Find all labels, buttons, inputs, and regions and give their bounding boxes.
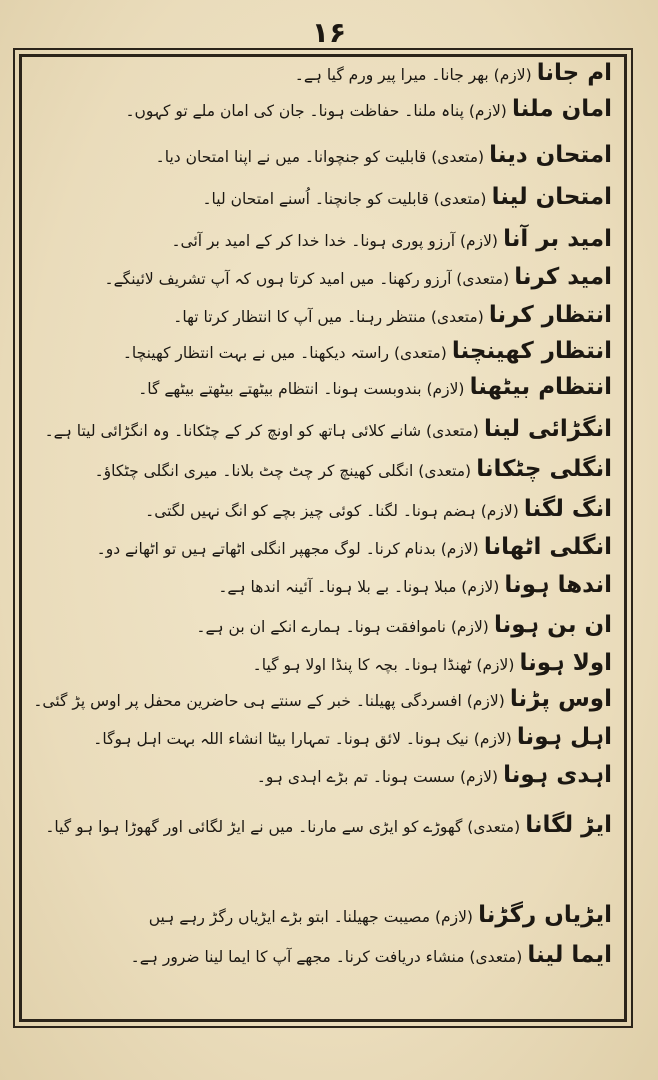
dictionary-entry — [30, 726, 612, 749]
entry-gloss: (لازم) مصیبت جھیلنا۔ ابتو بڑے ایڑیاں رگڑ رہے ہیں — [148, 908, 473, 926]
entry-gloss: (متعدی) راستہ دیکھنا۔ میں نے بہت انتظار کھینچا۔ — [122, 344, 447, 362]
entry-gloss: (متعدی) منتظر رہنا۔ میں آپ کا انتظار کرتا تھا۔ — [173, 308, 484, 326]
dictionary-entry — [30, 418, 612, 441]
entry-headword: ان بن ہونا — [493, 612, 612, 638]
entry-gloss: (لازم) ٹھنڈا ہونا۔ بچہ کا پنڈا اولا ہو گیا۔ — [252, 656, 515, 674]
dictionary-entry — [30, 764, 612, 787]
dictionary-entry — [30, 802, 612, 850]
dictionary-entry — [30, 652, 612, 675]
entry-headword: امید بر آنا — [503, 226, 612, 252]
dictionary-entry — [30, 614, 612, 637]
entry-gloss: (متعدی) قابلیت کو جانچنا۔ اُسنے امتحان لیا۔ — [202, 190, 487, 208]
entry-headword: امتحان دینا — [489, 142, 612, 168]
entry-gloss: (لازم) نیک ہونا۔ لائق ہونا۔ تمہارا بیٹا انشاء اللہ بہت اہل ہوگا۔ — [93, 730, 512, 748]
entry-headword: اہل ہونا — [516, 724, 612, 750]
dictionary-entry — [30, 536, 612, 559]
dictionary-entry — [30, 304, 612, 327]
entry-headword: ایما لینا — [527, 942, 612, 968]
entry-gloss: (لازم) بھر جانا۔ میرا پیر ورم گیا ہے۔ — [294, 66, 532, 84]
entry-gloss: (متعدی) آرزو رکھنا۔ میں امید کرتا ہوں کہ آپ تشریف لائینگے۔ — [104, 270, 510, 288]
dictionary-entry — [30, 186, 612, 209]
entry-gloss: (متعدی) انگلی کھینچ کر چٹ چٹ بلانا۔ میری انگلی چٹکاؤ۔ — [94, 462, 472, 480]
dictionary-entry — [30, 688, 612, 711]
entry-headword: انتظام بیٹھنا — [469, 374, 612, 400]
entry-headword: اندھا ہونا — [504, 572, 612, 598]
entry-headword: ام جانا — [536, 60, 612, 86]
entry-gloss: (لازم) سست ہونا۔ تم بڑے اہدی ہو۔ — [256, 768, 498, 786]
dictionary-entry — [30, 498, 612, 521]
entry-headword: انگلی چٹکانا — [476, 456, 612, 482]
page-number: ۱۶ — [311, 16, 347, 49]
entry-headword: انگ لگنا — [523, 496, 612, 522]
entry-gloss: (متعدی) شانے کلائی ہاتھ کو اونچ کر کے چٹکانا۔ وہ انگڑائی لیتا ہے۔ — [44, 422, 479, 440]
dictionary-entry — [30, 892, 612, 940]
entry-gloss: (متعدی) منشاء دریافت کرنا۔ مجھے آپ کا ایما لینا ضرور ہے۔ — [130, 948, 523, 966]
entry-gloss: (لازم) ناموافقت ہونا۔ ہمارے انکے ان بن ہے۔ — [196, 618, 489, 636]
entry-headword: اوس پڑنا — [509, 686, 612, 712]
entry-headword: انتظار کرنا — [488, 302, 612, 328]
entry-gloss: (لازم) مبلا ہونا۔ بے بلا ہونا۔ آئینہ اندھا ہے۔ — [218, 578, 500, 596]
dictionary-entry — [30, 62, 612, 85]
entry-headword: انتظار کھینچنا — [451, 338, 612, 364]
dictionary-entry — [30, 574, 612, 597]
entry-headword: امید کرنا — [514, 264, 612, 290]
entry-headword: امان ملنا — [511, 96, 612, 122]
dictionary-entry — [30, 266, 612, 289]
dictionary-entry — [30, 376, 612, 399]
dictionary-entry — [30, 144, 612, 167]
entry-gloss: (لازم) افسردگی پھیلنا۔ خبر کے سنتے ہی حاضرین محفل پر اوس پڑ گئی۔ — [33, 692, 505, 710]
entry-gloss: (متعدی) گھوڑے کو ایڑی سے مارنا۔ میں نے ایڑ لگائی اور گھوڑا ہوا ہو گیا۔ — [45, 818, 521, 836]
entry-gloss: (متعدی) قابلیت کو جنچوانا۔ میں نے اپنا امتحان دیا۔ — [155, 148, 485, 166]
dictionary-entry — [30, 458, 612, 481]
entry-headword: انگلی اٹھانا — [483, 534, 612, 560]
dictionary-entry — [30, 934, 612, 978]
dictionary-entry — [30, 340, 612, 363]
entry-headword: اہدی ہونا — [503, 762, 612, 788]
entry-gloss: (لازم) آرزو پوری ہونا۔ خدا خدا کر کے امید بر آئی۔ — [171, 232, 498, 250]
dictionary-entries — [30, 62, 612, 1012]
dictionary-entry — [30, 98, 612, 121]
dictionary-entry — [30, 228, 612, 251]
entry-gloss: (لازم) ہضم ہونا۔ لگنا۔ کوئی چیز بچے کو انگ نہیں لگتی۔ — [145, 502, 519, 520]
entry-gloss: (لازم) پناہ ملنا۔ حفاظت ہونا۔ جان کی امان ملے تو کہوں۔ — [125, 102, 507, 120]
entry-headword: امتحان لینا — [491, 184, 612, 210]
entry-headword: ایڑیاں رگڑنا — [478, 902, 612, 928]
entry-headword: ایڑ لگانا — [525, 812, 612, 838]
entry-headword: اولا ہونا — [519, 650, 612, 676]
entry-headword: انگڑائی لینا — [483, 416, 612, 442]
entry-gloss: (لازم) بندوبست ہونا۔ انتظام بیٹھتے بیٹھتے بیٹھے گا۔ — [138, 380, 465, 398]
entry-gloss: (لازم) بدنام کرنا۔ لوگ مجھپر انگلی اٹھاتے ہیں تو اٹھانے دو۔ — [96, 540, 479, 558]
